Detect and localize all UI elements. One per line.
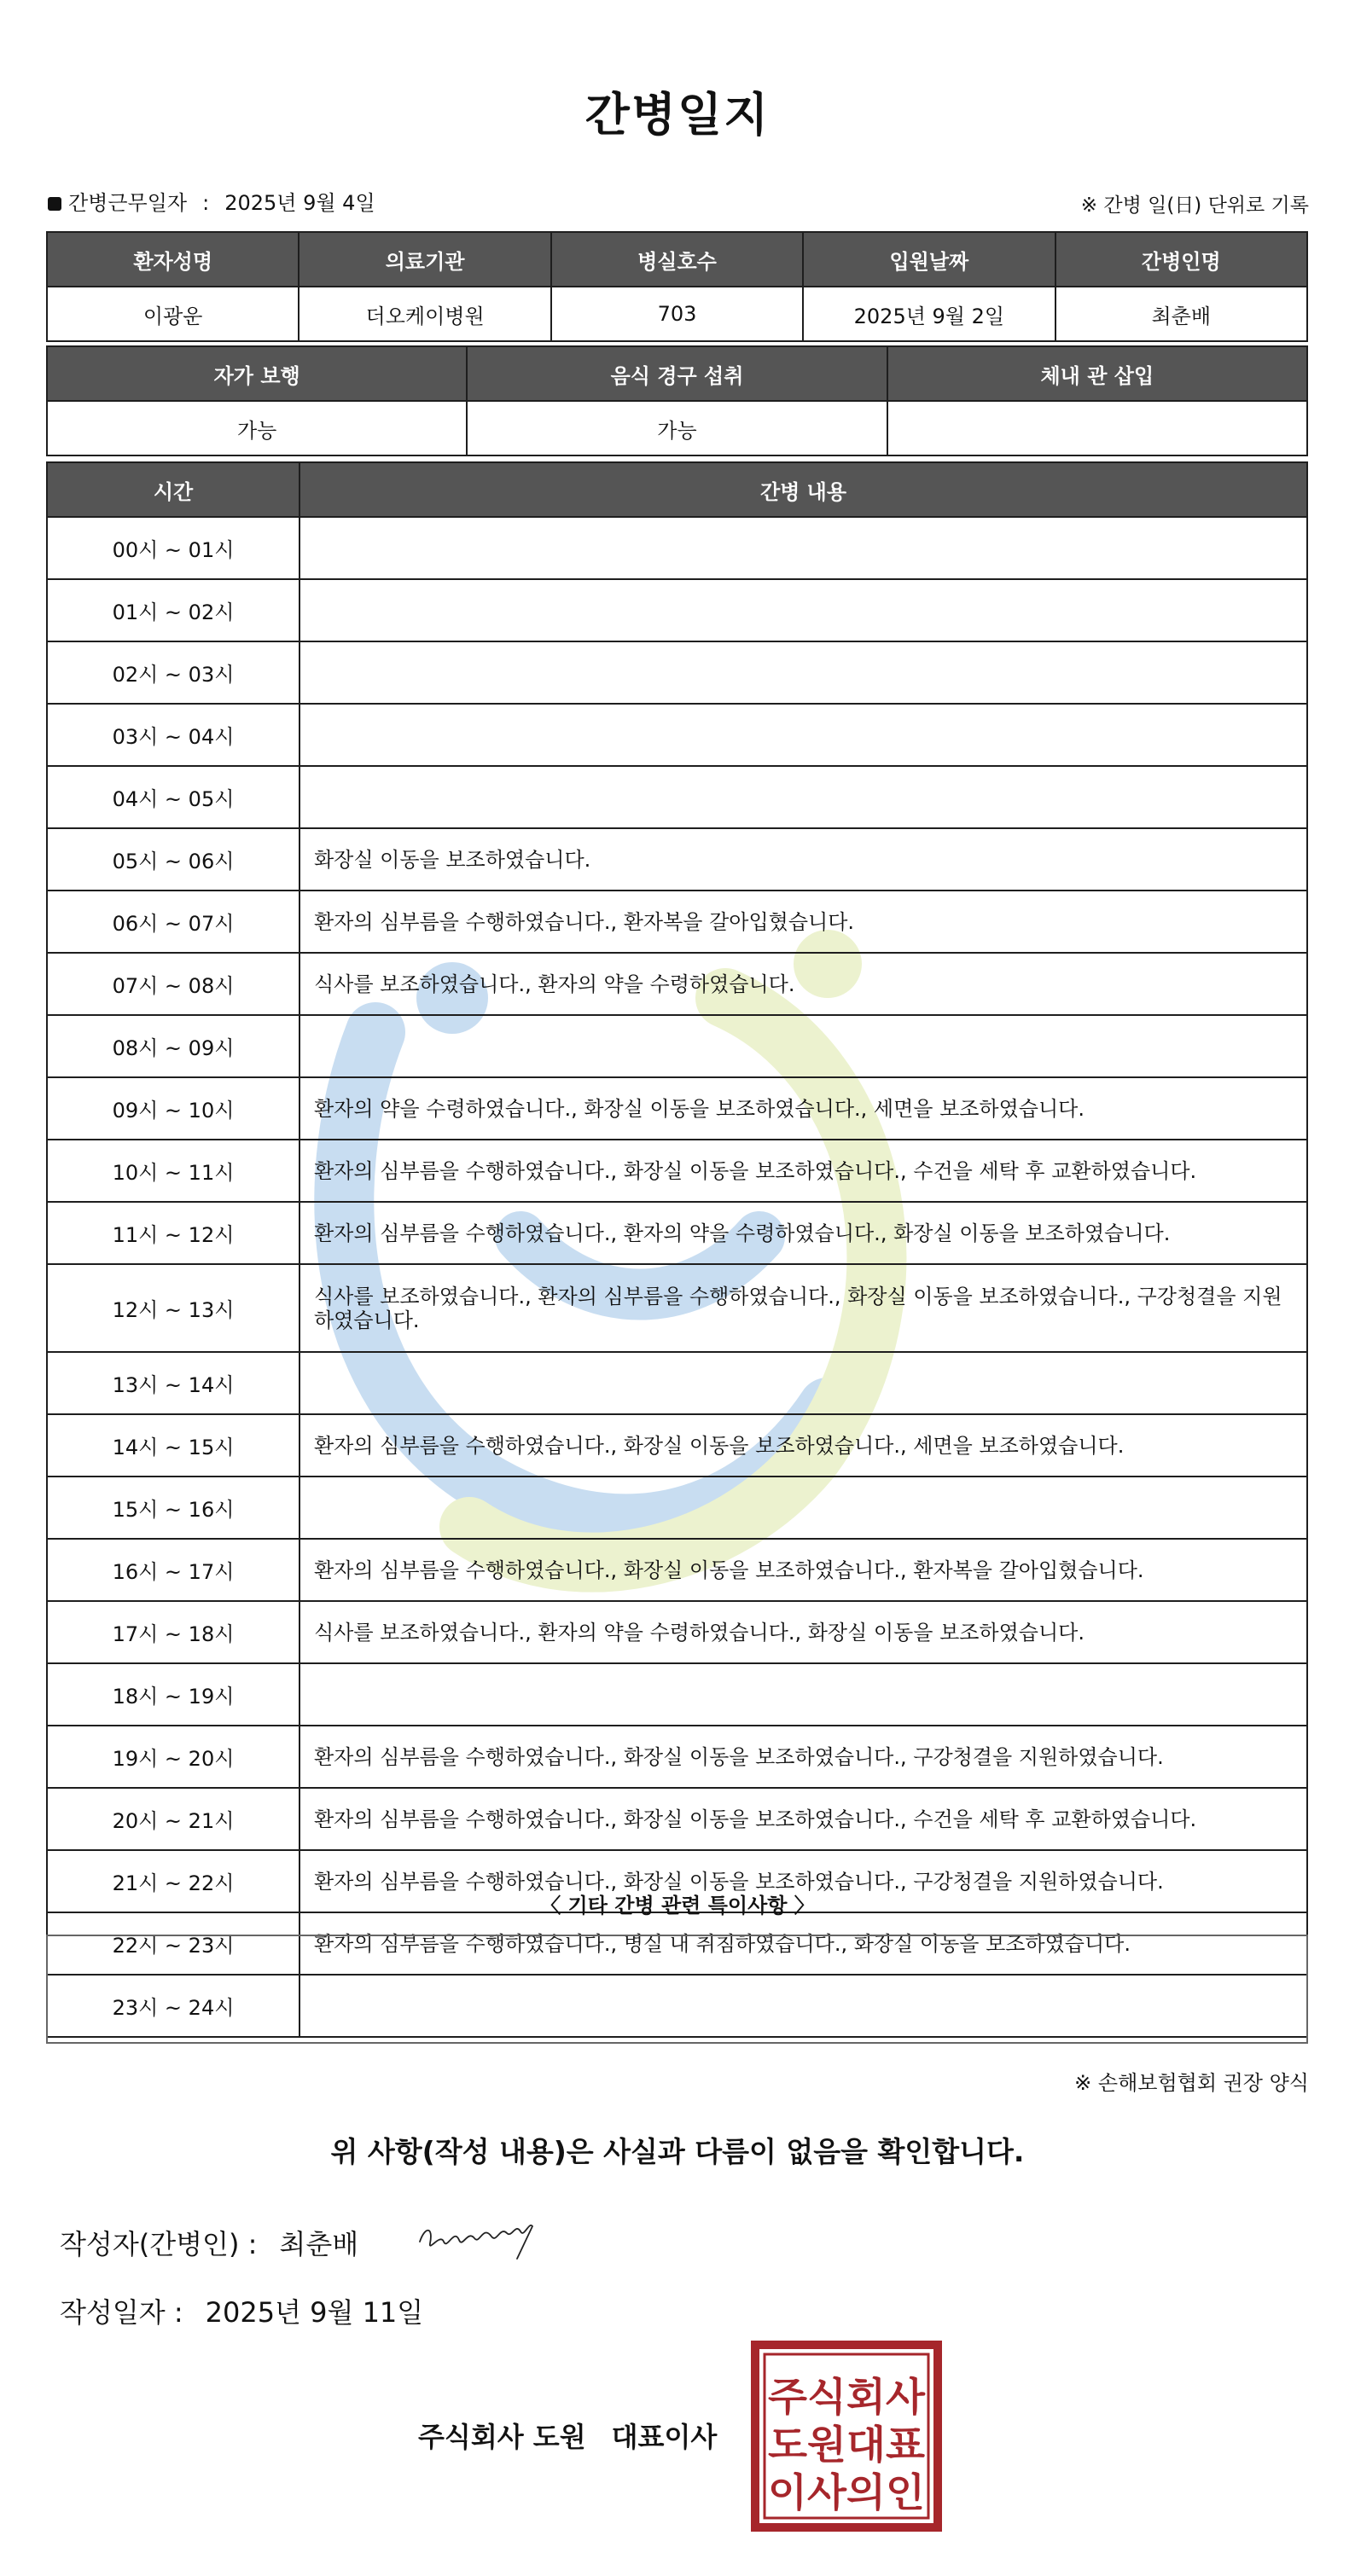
content-cell bbox=[299, 704, 1307, 766]
content-cell: 식사를 보조하였습니다., 환자의 심부름을 수행하였습니다., 화장실 이동을 보조하였습니다., 구강청결을 지원하였습니다. bbox=[299, 1264, 1307, 1352]
time-cell: 08시 ~ 09시 bbox=[47, 1015, 299, 1077]
time-cell: 19시 ~ 20시 bbox=[47, 1726, 299, 1788]
time-cell: 15시 ~ 16시 bbox=[47, 1477, 299, 1539]
company-representative: 대표이사 bbox=[611, 2421, 718, 2453]
remarks-box bbox=[46, 1935, 1308, 2044]
time-cell: 14시 ~ 15시 bbox=[47, 1414, 299, 1477]
seal-line-2: 도원대표 bbox=[768, 2422, 926, 2468]
time-cell: 16시 ~ 17시 bbox=[47, 1539, 299, 1601]
content-cell: 환자의 심부름을 수행하였습니다., 병실 내 취침하였습니다., 화장실 이동을 보조하였습니다. bbox=[299, 1912, 1307, 1975]
company-name: 주식회사 도원 bbox=[418, 2421, 586, 2453]
header-hospital: 의료기관 bbox=[299, 232, 550, 287]
caregiver-name: 최춘배 bbox=[1056, 287, 1307, 341]
table-row bbox=[47, 766, 1307, 828]
written-date-value: 2025년 9월 11일 bbox=[205, 2296, 424, 2329]
header-patient-name: 환자성명 bbox=[47, 232, 299, 287]
table-row bbox=[47, 1015, 1307, 1077]
signature bbox=[415, 2208, 551, 2267]
content-cell bbox=[299, 517, 1307, 579]
patient-status-table bbox=[46, 345, 1308, 456]
self-walking-value: 가능 bbox=[47, 401, 467, 455]
table-row bbox=[47, 1726, 1307, 1788]
time-cell: 17시 ~ 18시 bbox=[47, 1601, 299, 1663]
table-row bbox=[47, 1477, 1307, 1539]
seal-line-1: 주식회사 bbox=[768, 2374, 926, 2420]
company-line bbox=[418, 2416, 717, 2455]
time-cell: 20시 ~ 21시 bbox=[47, 1788, 299, 1850]
table-row bbox=[47, 1352, 1307, 1414]
oral-intake-value: 가능 bbox=[467, 401, 887, 455]
table-row bbox=[47, 1202, 1307, 1264]
time-cell: 21시 ~ 22시 bbox=[47, 1850, 299, 1912]
bullet-square-icon bbox=[48, 197, 61, 211]
time-cell: 06시 ~ 07시 bbox=[47, 891, 299, 953]
time-cell: 02시 ~ 03시 bbox=[47, 641, 299, 704]
table-row bbox=[47, 1414, 1307, 1477]
association-note: ※ 손해보험협회 권장 양식 bbox=[1074, 2071, 1309, 2095]
content-cell: 환자의 약을 수령하였습니다., 화장실 이동을 보조하였습니다., 세면을 보조하였습니다. bbox=[299, 1077, 1307, 1140]
time-cell: 00시 ~ 01시 bbox=[47, 517, 299, 579]
writer-label: 작성자(간병인) : bbox=[60, 2228, 258, 2260]
header-time: 시간 bbox=[47, 462, 299, 517]
header-tube-insertion: 체내 관 삽입 bbox=[887, 346, 1307, 401]
time-cell: 10시 ~ 11시 bbox=[47, 1140, 299, 1202]
care-log-table bbox=[46, 461, 1308, 2038]
tube-insertion-value bbox=[887, 401, 1307, 455]
room-number: 703 bbox=[551, 287, 803, 341]
time-cell: 04시 ~ 05시 bbox=[47, 766, 299, 828]
written-date-label: 작성일자 : bbox=[60, 2296, 183, 2329]
header-care-content: 간병 내용 bbox=[299, 462, 1307, 517]
table-row bbox=[47, 1539, 1307, 1601]
work-date-value: 2025년 9월 4일 bbox=[224, 191, 375, 215]
content-cell: 환자의 심부름을 수행하였습니다., 화장실 이동을 보조하였습니다., 수건을 세탁 후 교환하였습니다. bbox=[299, 1140, 1307, 1202]
content-cell bbox=[299, 1015, 1307, 1077]
content-cell: 식사를 보조하였습니다., 환자의 약을 수령하였습니다., 화장실 이동을 보조하였습니다. bbox=[299, 1601, 1307, 1663]
time-cell: 22시 ~ 23시 bbox=[47, 1912, 299, 1975]
work-date bbox=[48, 186, 375, 216]
content-cell: 환자의 심부름을 수행하였습니다., 화장실 이동을 보조하였습니다., 구강청결을 지원하였습니다. bbox=[299, 1850, 1307, 1912]
remarks-title: 〈 기타 간병 관련 특이사항 〉 bbox=[540, 1894, 815, 1917]
written-date-line bbox=[60, 2291, 423, 2330]
header-room: 병실호수 bbox=[551, 232, 803, 287]
admission-date: 2025년 9월 2일 bbox=[803, 287, 1055, 341]
patient-name: 이광운 bbox=[47, 287, 299, 341]
table-row bbox=[47, 517, 1307, 579]
header-caregiver-name: 간병인명 bbox=[1056, 232, 1307, 287]
time-cell: 05시 ~ 06시 bbox=[47, 828, 299, 891]
content-cell bbox=[299, 1663, 1307, 1726]
table-row bbox=[47, 828, 1307, 891]
table-row bbox=[47, 1264, 1307, 1352]
content-cell bbox=[299, 641, 1307, 704]
content-cell: 화장실 이동을 보조하였습니다. bbox=[299, 828, 1307, 891]
content-cell: 환자의 심부름을 수행하였습니다., 화장실 이동을 보조하였습니다., 구강청결을 지원하였습니다. bbox=[299, 1726, 1307, 1788]
writer-line bbox=[60, 2223, 358, 2262]
content-cell bbox=[299, 1477, 1307, 1539]
table-row bbox=[47, 891, 1307, 953]
table-row bbox=[47, 641, 1307, 704]
time-cell: 12시 ~ 13시 bbox=[47, 1264, 299, 1352]
table-row bbox=[47, 1140, 1307, 1202]
header-admission-date: 입원날짜 bbox=[803, 232, 1055, 287]
document-title: 간병일지 bbox=[584, 88, 771, 142]
content-cell: 환자의 심부름을 수행하였습니다., 화장실 이동을 보조하였습니다., 수건을 세탁 후 교환하였습니다. bbox=[299, 1788, 1307, 1850]
table-row bbox=[47, 1077, 1307, 1140]
content-cell: 환자의 심부름을 수행하였습니다., 화장실 이동을 보조하였습니다., 세면을 보조하였습니다. bbox=[299, 1414, 1307, 1477]
content-cell bbox=[299, 1352, 1307, 1414]
time-cell: 01시 ~ 02시 bbox=[47, 579, 299, 641]
table-row bbox=[47, 1663, 1307, 1726]
writer-name: 최춘배 bbox=[279, 2228, 359, 2260]
content-cell: 식사를 보조하였습니다., 환자의 약을 수령하였습니다. bbox=[299, 953, 1307, 1015]
work-date-label: 간병근무일자 bbox=[68, 191, 188, 215]
work-date-colon: : bbox=[202, 191, 210, 215]
hospital-name: 더오케이병원 bbox=[299, 287, 550, 341]
content-cell: 환자의 심부름을 수행하였습니다., 환자의 약을 수령하였습니다., 화장실 이동을 보조하였습니다. bbox=[299, 1202, 1307, 1264]
time-cell: 18시 ~ 19시 bbox=[47, 1663, 299, 1726]
time-cell: 03시 ~ 04시 bbox=[47, 704, 299, 766]
header-oral-intake: 음식 경구 섭취 bbox=[467, 346, 887, 401]
content-cell bbox=[299, 579, 1307, 641]
table-row bbox=[47, 579, 1307, 641]
content-cell bbox=[299, 766, 1307, 828]
seal-line-3: 이사의인 bbox=[768, 2469, 925, 2515]
content-cell: 환자의 심부름을 수행하였습니다., 화장실 이동을 보조하였습니다., 환자복을 갈아입혔습니다. bbox=[299, 1539, 1307, 1601]
patient-info-table bbox=[46, 231, 1308, 342]
header-self-walking: 자가 보행 bbox=[47, 346, 467, 401]
table-row bbox=[47, 1601, 1307, 1663]
company-seal bbox=[751, 2341, 942, 2532]
table-row bbox=[47, 953, 1307, 1015]
table-row bbox=[47, 1788, 1307, 1850]
unit-note: ※ 간병 일(日) 단위로 기록 bbox=[1080, 194, 1309, 217]
content-cell: 환자의 심부름을 수행하였습니다., 환자복을 갈아입혔습니다. bbox=[299, 891, 1307, 953]
time-cell: 23시 ~ 24시 bbox=[47, 1975, 299, 2037]
time-cell: 13시 ~ 14시 bbox=[47, 1352, 299, 1414]
time-cell: 09시 ~ 10시 bbox=[47, 1077, 299, 1140]
confirmation-statement: 위 사항(작성 내용)은 사실과 다름이 없음을 확인합니다. bbox=[330, 2135, 1025, 2168]
table-row bbox=[47, 704, 1307, 766]
time-cell: 07시 ~ 08시 bbox=[47, 953, 299, 1015]
time-cell: 11시 ~ 12시 bbox=[47, 1202, 299, 1264]
